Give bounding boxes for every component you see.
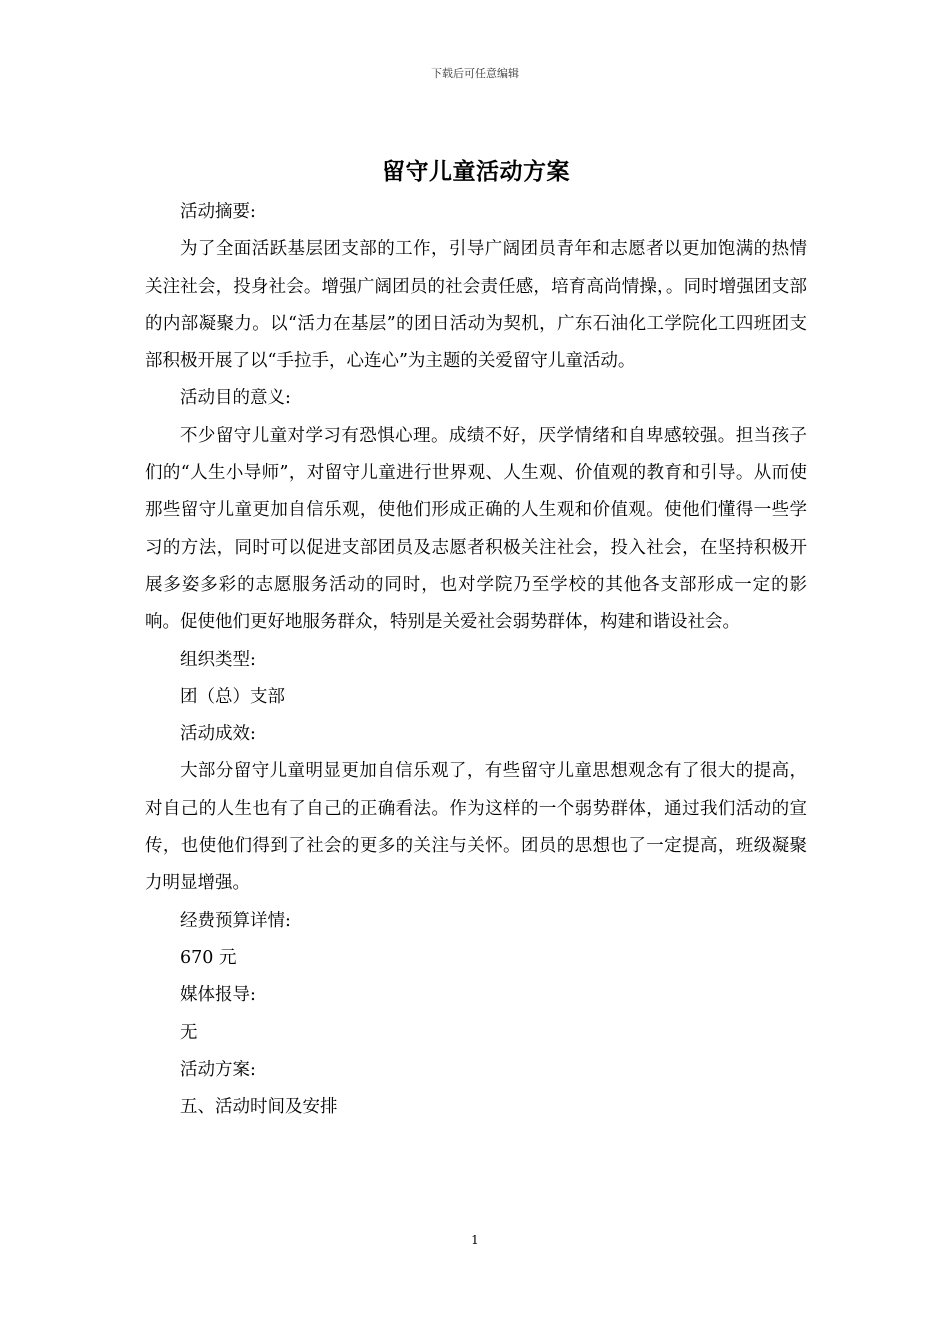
section-heading-plan: 活动方案: — [180, 1059, 256, 1080]
document-title: 留守儿童活动方案 — [382, 158, 570, 185]
section-heading-org-type: 组织类型: — [180, 649, 256, 670]
section-heading-media: 媒体报导: — [180, 985, 256, 1006]
section-heading-summary: 活动摘要: — [180, 202, 256, 222]
paragraph-budget: 670 元 — [180, 947, 237, 968]
paragraph-media: 无 — [180, 1022, 198, 1043]
section-heading-results: 活动成效: — [180, 724, 256, 745]
document-body — [145, 152, 807, 1126]
paragraph-results: 大部分留守儿童明显更加自信乐观了，有些留守儿童思想观念有了很大的提高，对自己的人生也有了自己的正确看法。作为这样的一个弱势群体，通过我们活动的宣传，也使他们得到了社会的更多的关注与关怀。团员的思想也了一定提高，班级凝聚力明显增强。 — [145, 761, 807, 894]
section-heading-budget: 经费预算详情: — [180, 910, 291, 931]
paragraph-plan-item: 五、活动时间及安排 — [180, 1097, 338, 1118]
paragraph-org-type: 团（总）支部 — [180, 686, 285, 707]
page-header: 下载后可任意编辑 — [431, 67, 519, 80]
section-heading-purpose: 活动目的意义: — [180, 388, 291, 409]
paragraph-summary: 为了全面活跃基层团支部的工作，引导广阔团员青年和志愿者以更加饱满的热情关注社会，投身社会。增强广阔团员的社会责任感，培育高尚情操，。同时增强团支部的内部凝聚力。以“活力在基层”的团日活动为契机，广东石油化工学院化工四班团支部积极开展了以“手拉手，心连心”为主题的关爱留守儿童活动。 — [145, 239, 807, 372]
paragraph-purpose: 不少留守儿童对学习有恐惧心理。成绩不好，厌学情绪和自卑感较强。担当孩子们的“人生小导师”，对留守儿童进行世界观、人生观、价值观的教育和引导。从而使那些留守儿童更加自信乐观，使他们形成正确的人生观和价值观。使他们懂得一些学习的方法，同时可以促进支部团员及志愿者积极关注社会，投入社会，在坚持积极开展多姿多彩的志愿服务活动的同时，也对学院乃至学校的其他各支部形成一定的影响。促使他们更好地服务群众，特别是关爱社会弱势群体，构建和谐设社会。 — [145, 425, 807, 633]
page-number: 1 — [471, 1233, 479, 1247]
